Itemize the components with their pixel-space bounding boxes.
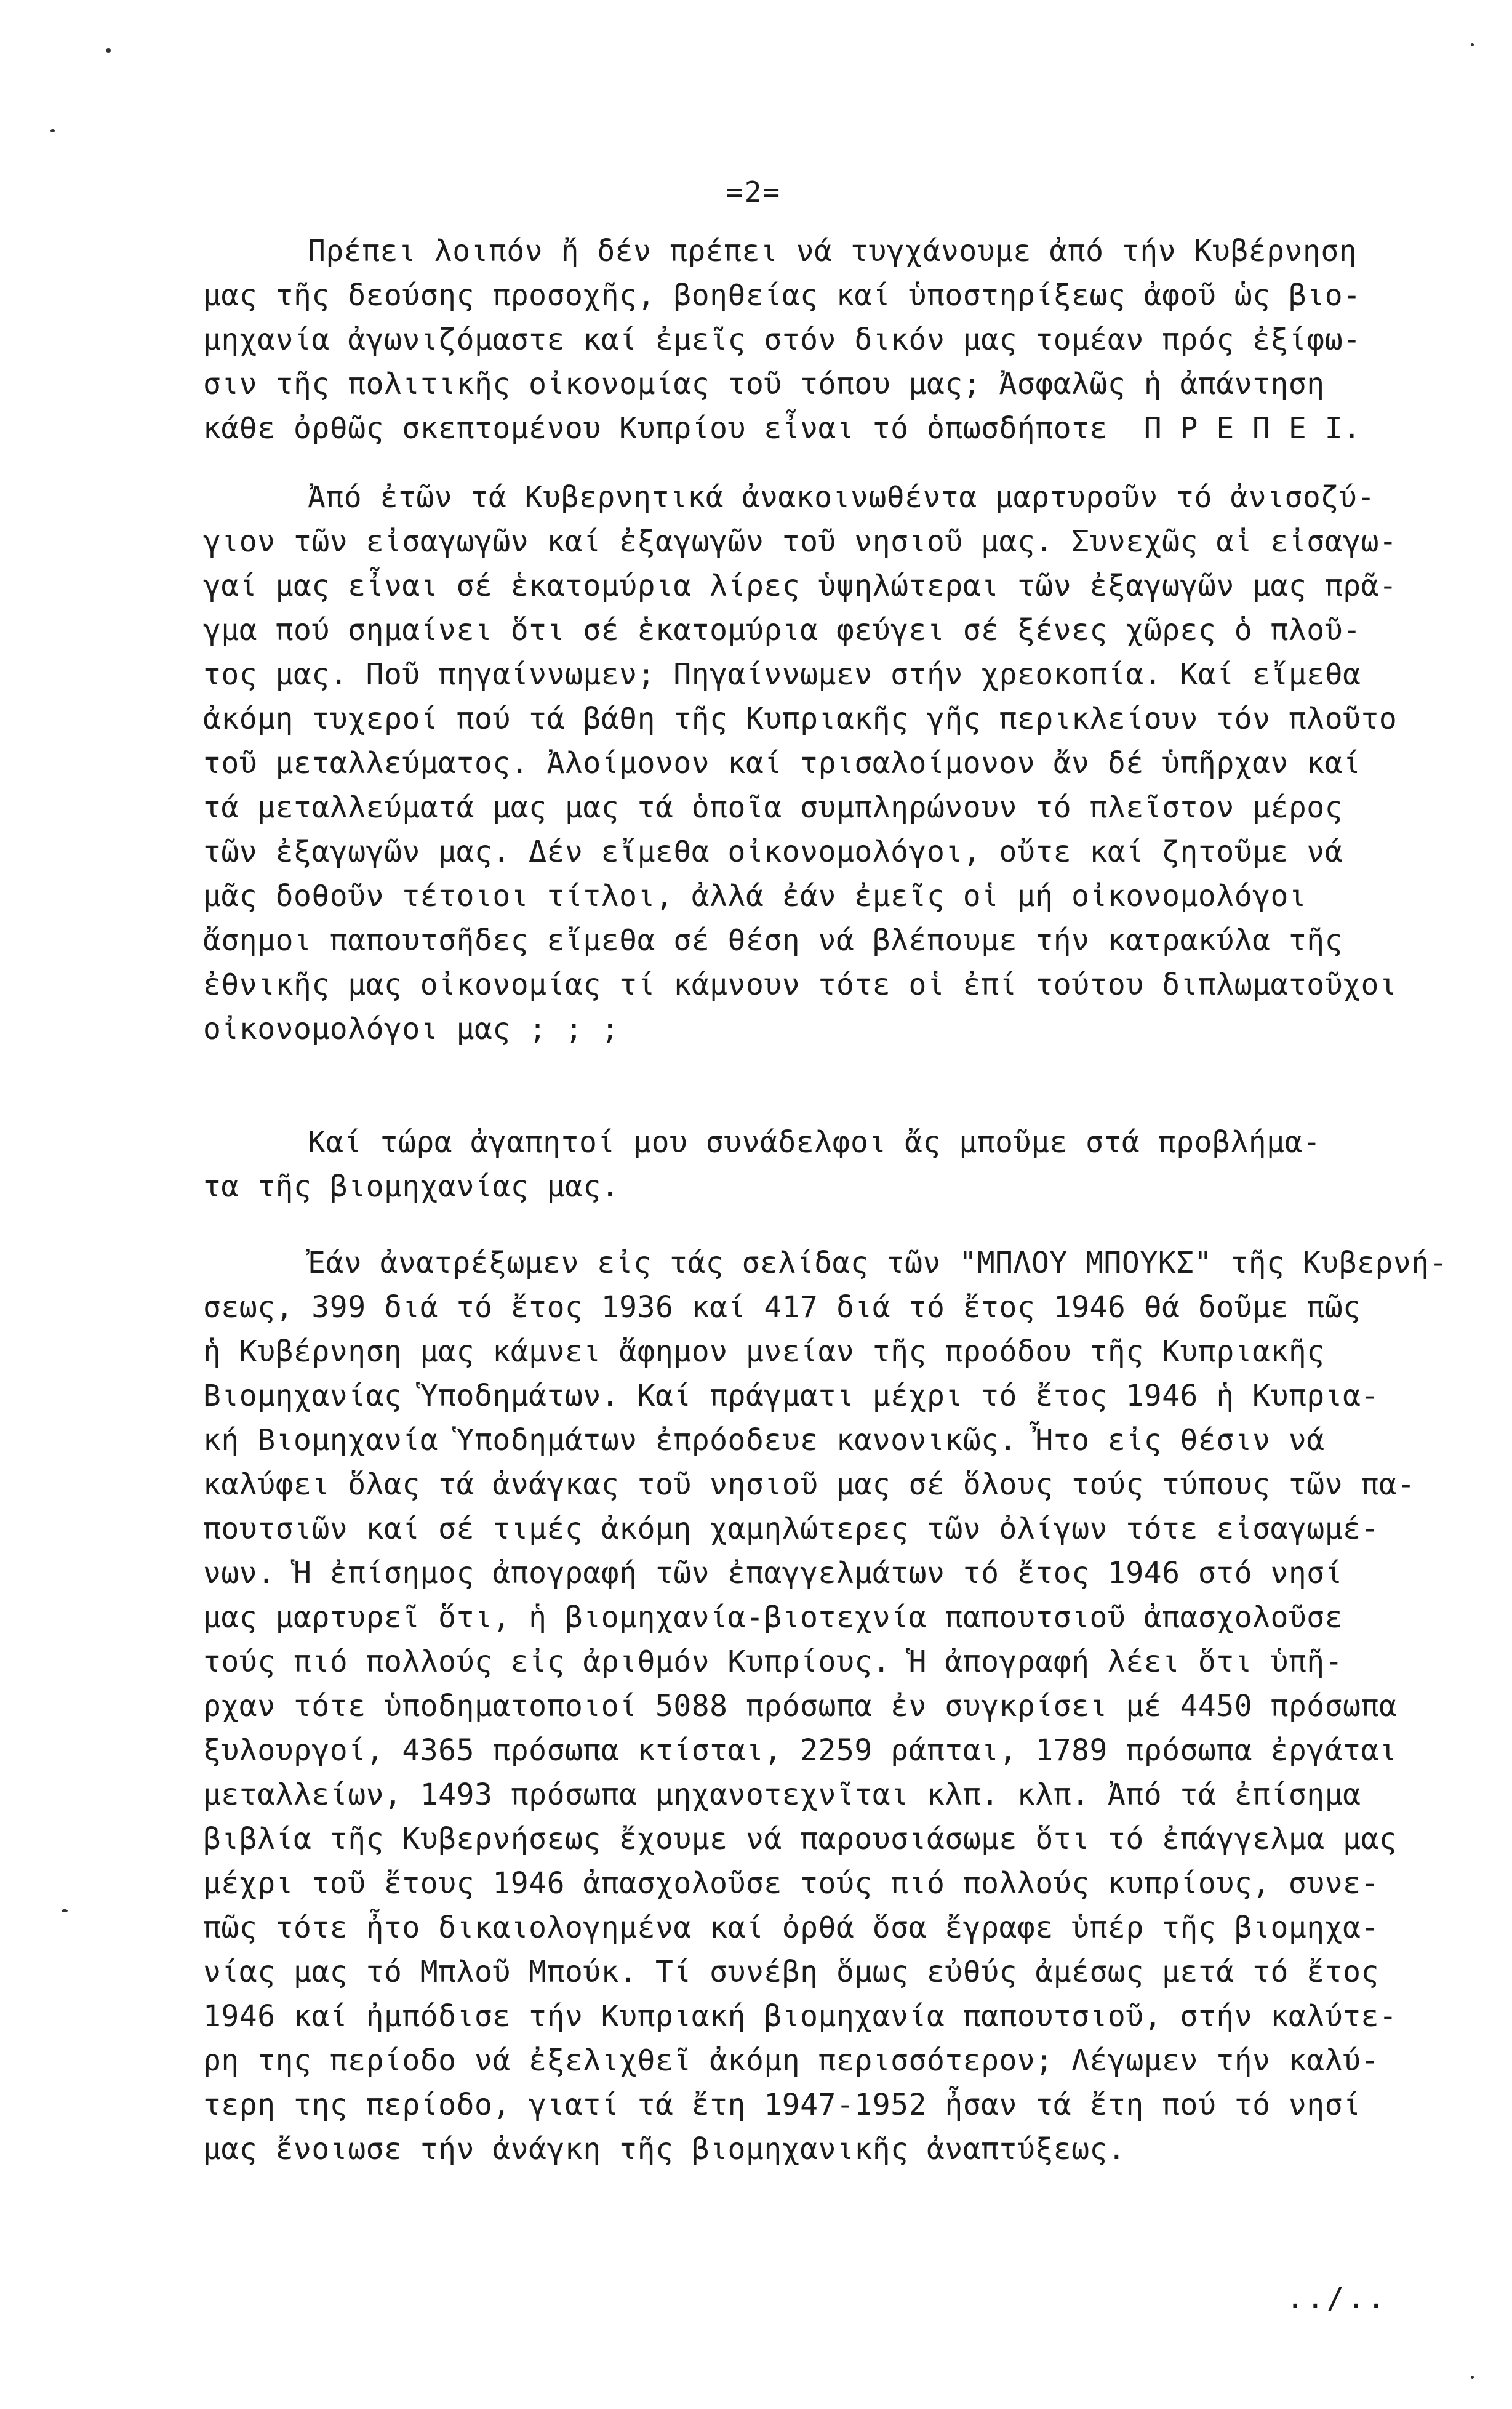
text-line: οἰκονομολόγοι μας ; ; ;	[203, 1012, 620, 1046]
text-line: ἀκόμη τυχεροί πού τά βάθη τῆς Κυπριακῆς γῆς περικλείουν τόν πλοῦτο	[203, 702, 1398, 736]
scan-speck	[1471, 2376, 1474, 2379]
text-line: μέχρι τοῦ ἔτους 1946 ἀπασχολοῦσε τούς πιό πολλούς κυπρίους, συνε-	[203, 1866, 1379, 1901]
text-line: γιον τῶν εἰσαγωγῶν καί ἐξαγωγῶν τοῦ νησιοῦ μας. Συνεχῶς αἱ εἰσαγω-	[203, 524, 1398, 559]
text-line: πουτσιῶν καί σέ τιμές ἀκόμη χαμηλώτερες τῶν ὀλίγων τότε εἰσαγωμέ-	[203, 1512, 1379, 1546]
text-line: σιν τῆς πολιτικῆς οἰκονομίας τοῦ τόπου μας; Ἀσφαλῶς ἡ ἀπάντηση	[203, 367, 1325, 401]
text-line: πῶς τότε ἦτο δικαιολογημένα καί ὀρθά ὅσα ἔγραφε ὑπέρ τῆς βιομηχα-	[203, 1910, 1379, 1945]
text-line: νων. Ἡ ἐπίσημος ἀπογραφή τῶν ἐπαγγελμάτων τό ἔτος 1946 στό νησί	[203, 1556, 1343, 1590]
text-line: τῶν ἐξαγωγῶν μας. Δέν εἴμεθα οἰκονομολόγοι, οὔτε καί ζητοῦμε νά	[203, 835, 1343, 869]
text-line: σεως, 399 διά τό ἔτος 1936 καί 417 διά τό ἔτος 1946 θά δοῦμε πῶς	[203, 1290, 1361, 1325]
text-line: 1946 καί ἠμπόδισε τήν Κυπριακή βιομηχανία παπουτσιοῦ, στήν καλύτε-	[203, 1999, 1398, 2034]
text-line: νίας μας τό Μπλοῦ Μπούκ. Τί συνέβη ὅμως εὐθύς ἀμέσως μετά τό ἔτος	[203, 1955, 1379, 1989]
text-line: τος μας. Ποῦ πηγαίννωμεν; Πηγαίννωμεν στήν χρεοκοπία. Καί εἴμεθα	[203, 657, 1361, 692]
text-line: βιβλία τῆς Κυβερνήσεως ἔχουμε νά παρουσιάσωμε ὅτι τό ἐπάγγελμα μας	[203, 1822, 1398, 1856]
text-line: τά μεταλλεύματά μας μας τά ὁποῖα συμπληρώνουν τό πλεῖστον μέρος	[203, 790, 1343, 825]
text-line: γμα πού σημαίνει ὅτι σέ ἑκατομύρια φεύγει σέ ξένες χῶρες ὁ πλοῦ-	[203, 613, 1361, 647]
text-line: ρχαν τότε ὑποδηματοποιοί 5088 πρόσωπα ἐν συγκρίσει μέ 4450 πρόσωπα	[203, 1689, 1398, 1723]
text-line: μᾶς δοθοῦν τέτοιοι τίτλοι, ἀλλά ἐάν ἐμεῖς οἱ μή οἰκονομολόγοι	[203, 879, 1307, 913]
scan-speck	[106, 48, 111, 53]
text-line: ἡ Κυβέρνηση μας κάμνει ἄφημον μνείαν τῆς προόδου τῆς Κυπριακῆς	[203, 1334, 1325, 1369]
text-line: μας τῆς δεούσης προσοχῆς, βοηθείας καί ὑποστηρίξεως ἀφοῦ ὡς βιο-	[203, 278, 1361, 313]
page-number: =2=	[726, 175, 782, 209]
text-line: καλύφει ὅλας τά ἀνάγκας τοῦ νησιοῦ μας σέ ὅλους τούς τύπους τῶν πα-	[203, 1467, 1415, 1502]
text-line: Καί τώρα ἀγαπητοί μου συνάδελφοι ἄς μποῦμε στά προβλήμα-	[308, 1125, 1321, 1160]
text-line: τούς πιό πολλούς εἰς ἀριθμόν Κυπρίους. Ἡ ἀπογραφή λέει ὅτι ὑπῆ-	[203, 1645, 1343, 1679]
paragraph-3	[203, 1120, 1471, 1209]
text-line: Ἐάν ἀνατρέξωμεν εἰς τάς σελίδας τῶν "ΜΠΛΟΥ ΜΠΟΥΚΣ" τῆς Κυβερνή-	[308, 1246, 1448, 1280]
paragraph-4	[203, 1241, 1471, 2171]
scan-speck	[62, 1909, 68, 1912]
text-line: ἐθνικῆς μας οἰκονομίας τί κάμνουν τότε οἱ ἐπί τούτου διπλωματοῦχοι	[203, 968, 1398, 1002]
text-line: τερη της περίοδο, γιατί τά ἔτη 1947-1952 ἦσαν τά ἔτη πού τό νησί	[203, 2088, 1361, 2122]
scan-speck	[50, 129, 55, 132]
scan-speck	[1471, 43, 1474, 46]
paragraph-1	[203, 229, 1471, 451]
paragraph-2	[203, 475, 1471, 1051]
text-line: μας ἔνοιωσε τήν ἀνάγκη τῆς βιομηχανικῆς ἀναπτύξεως.	[203, 2132, 1126, 2166]
text-line: Ἀπό ἐτῶν τά Κυβερνητικά ἀνακοινωθέντα μαρτυροῦν τό ἀνισοζύ-	[308, 480, 1375, 515]
text-line: ξυλουργοί, 4365 πρόσωπα κτίσται, 2259 ράπται, 1789 πρόσωπα ἐργάται	[203, 1733, 1398, 1768]
text-line: μηχανία ἀγωνιζόμαστε καί ἐμεῖς στόν δικόν μας τομέαν πρός ἐξίφω-	[203, 323, 1361, 357]
text-line: τοῦ μεταλλεύματος. Ἀλοίμονον καί τρισαλοίμονον ἄν δέ ὑπῆρχαν καί	[203, 746, 1361, 780]
text-line: ρη της περίοδο νά ἐξελιχθεῖ ἀκόμη περισσότερον; Λέγωμεν τήν καλύ-	[203, 2043, 1379, 2078]
continuation-mark: ../..	[1286, 2281, 1388, 2315]
text-line: μας μαρτυρεῖ ὅτι, ἡ βιομηχανία-βιοτεχνία παπουτσιοῦ ἀπασχολοῦσε	[203, 1600, 1343, 1635]
text-line: κή Βιομηχανία Ὑποδημάτων ἐπρόοδευε κανονικῶς. Ἦτο εἰς θέσιν νά	[203, 1423, 1325, 1457]
text-line: ἄσημοι παπουτσῆδες εἴμεθα σέ θέση νά βλέπουμε τήν κατρακύλα τῆς	[203, 923, 1343, 958]
text-line: γαί μας εἶναι σέ ἑκατομύρια λίρες ὑψηλώτεραι τῶν ἐξαγωγῶν μας πρᾶ-	[203, 569, 1398, 603]
text-line: κάθε ὀρθῶς σκεπτομένου Κυπρίου εἶναι τό ὁπωσδήποτε Π Ρ Ε Π Ε Ι.	[203, 411, 1361, 446]
text-line: τα τῆς βιομηχανίας μας.	[203, 1169, 620, 1204]
text-line: μεταλλείων, 1493 πρόσωπα μηχανοτεχνῖται κλπ. κλπ. Ἀπό τά ἐπίσημα	[203, 1778, 1361, 1812]
text-line: Πρέπει λοιπόν ἤ δέν πρέπει νά τυγχάνουμε ἀπό τήν Κυβέρνηση	[308, 234, 1358, 268]
text-line: Βιομηχανίας Ὑποδημάτων. Καί πράγματι μέχρι τό ἔτος 1946 ἡ Κυπρια-	[203, 1379, 1379, 1413]
